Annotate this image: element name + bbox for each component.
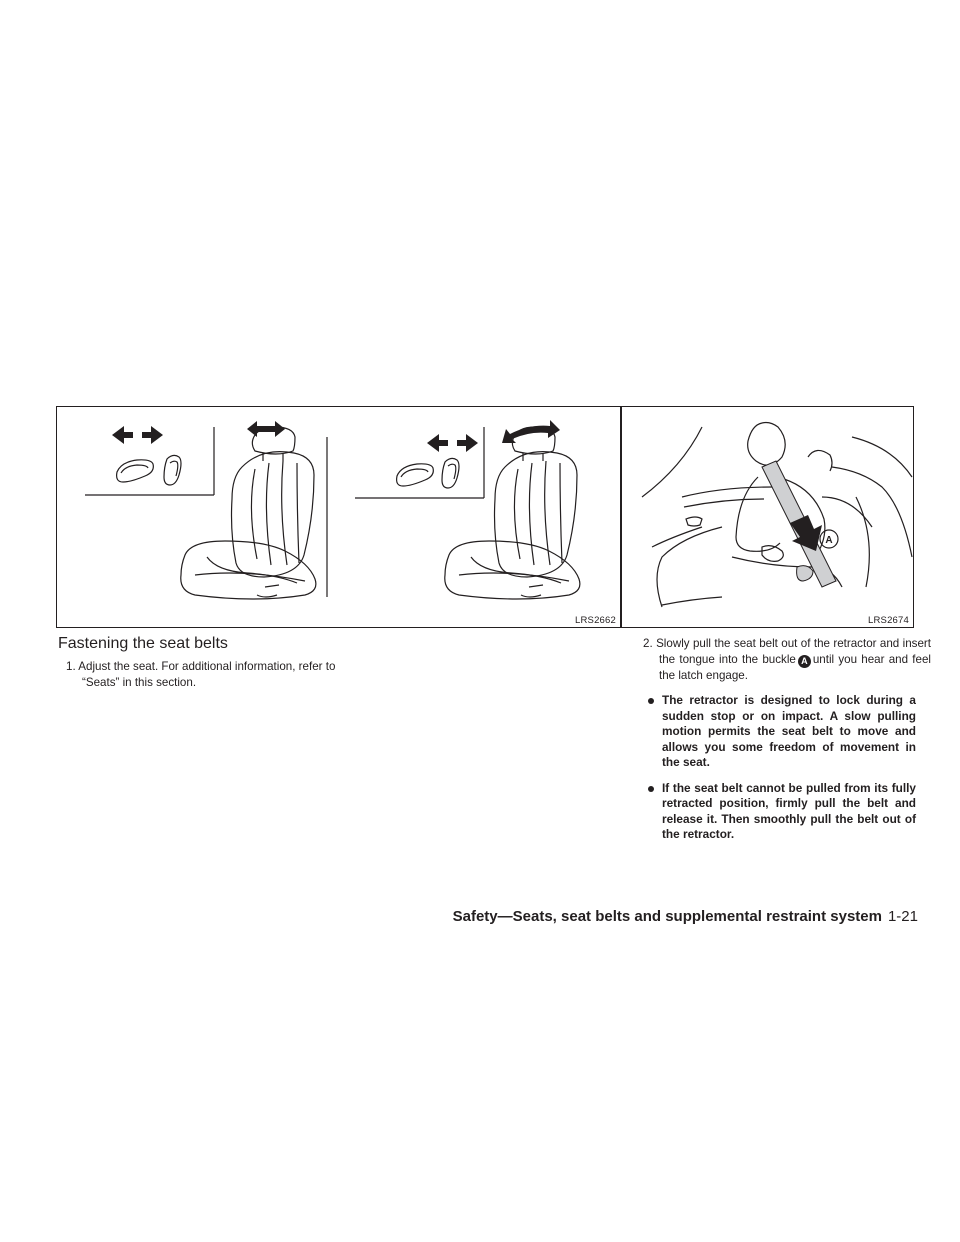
- callout-label: A: [825, 535, 833, 546]
- seat-adjustment-illustration: [57, 407, 622, 629]
- curved-arrow-icon: [502, 420, 560, 443]
- step-text: Slowly pull the seat belt out of the retractor and insert the tongue into the buckle: [656, 637, 931, 666]
- door-handle-icon: [686, 517, 702, 526]
- seat-cushion-shape: [181, 541, 316, 599]
- step-number: 1.: [66, 660, 76, 673]
- person-leg-shape: [657, 527, 722, 607]
- figure-code: LRS2674: [867, 615, 909, 626]
- page-footer: [453, 908, 918, 926]
- step-text: Adjust the seat. For additional information, refer to “Seats” in this section.: [78, 660, 336, 689]
- seat-adjustment-figure: [56, 406, 621, 628]
- arrow-right-icon: [142, 426, 163, 444]
- arrow-left-icon: [427, 434, 448, 452]
- step-text: until you hear and feel the latch engage.: [659, 653, 931, 682]
- caution-list: [648, 693, 916, 853]
- seatback-switch-icon: [164, 455, 181, 485]
- seatback-switch-icon: [442, 458, 459, 488]
- arrow-left-icon: [112, 426, 133, 444]
- list-item: [648, 693, 916, 771]
- headrest-shape: [808, 450, 832, 471]
- bullet-text: The retractor is designed to lock during a sudden stop or on impact. A slow pulling motion permits the seat belt to move and allows you some freedom of movement in the seat.: [662, 693, 916, 769]
- footer-section-title: Safety—Seats, seat belts and supplemental restraint system: [452, 908, 882, 925]
- seat-back-shape: [832, 467, 912, 557]
- step-number: 2.: [643, 637, 653, 650]
- rear-window-line: [852, 437, 912, 477]
- list-item: [648, 781, 916, 843]
- seat-back-shape: [495, 452, 578, 577]
- door-frame-line: [642, 427, 702, 497]
- double-arrow-icon: [247, 421, 285, 437]
- arrow-right-icon: [457, 434, 478, 452]
- page-number: 1-21: [887, 908, 918, 925]
- seat-belt-illustration: [622, 407, 915, 629]
- step-1: [66, 659, 372, 691]
- step-2: [643, 636, 931, 684]
- bullet-text: If the seat belt cannot be pulled from its fully retracted position, firmly pull the belt and release it. Then smoothly pull the belt out of the retractor.: [662, 780, 916, 841]
- section-heading: Fastening the seat belts: [58, 635, 228, 652]
- bullet-icon: [648, 698, 654, 704]
- bullet-icon: [648, 786, 654, 792]
- seat-back-shape: [232, 452, 315, 577]
- figure-code: LRS2662: [574, 615, 616, 626]
- buckle-shape: [797, 566, 813, 581]
- seat-belt-figure: [621, 406, 914, 628]
- person-head-shape: [748, 423, 786, 466]
- callout-a-icon: A: [798, 655, 811, 668]
- seat-cushion-shape: [445, 541, 580, 599]
